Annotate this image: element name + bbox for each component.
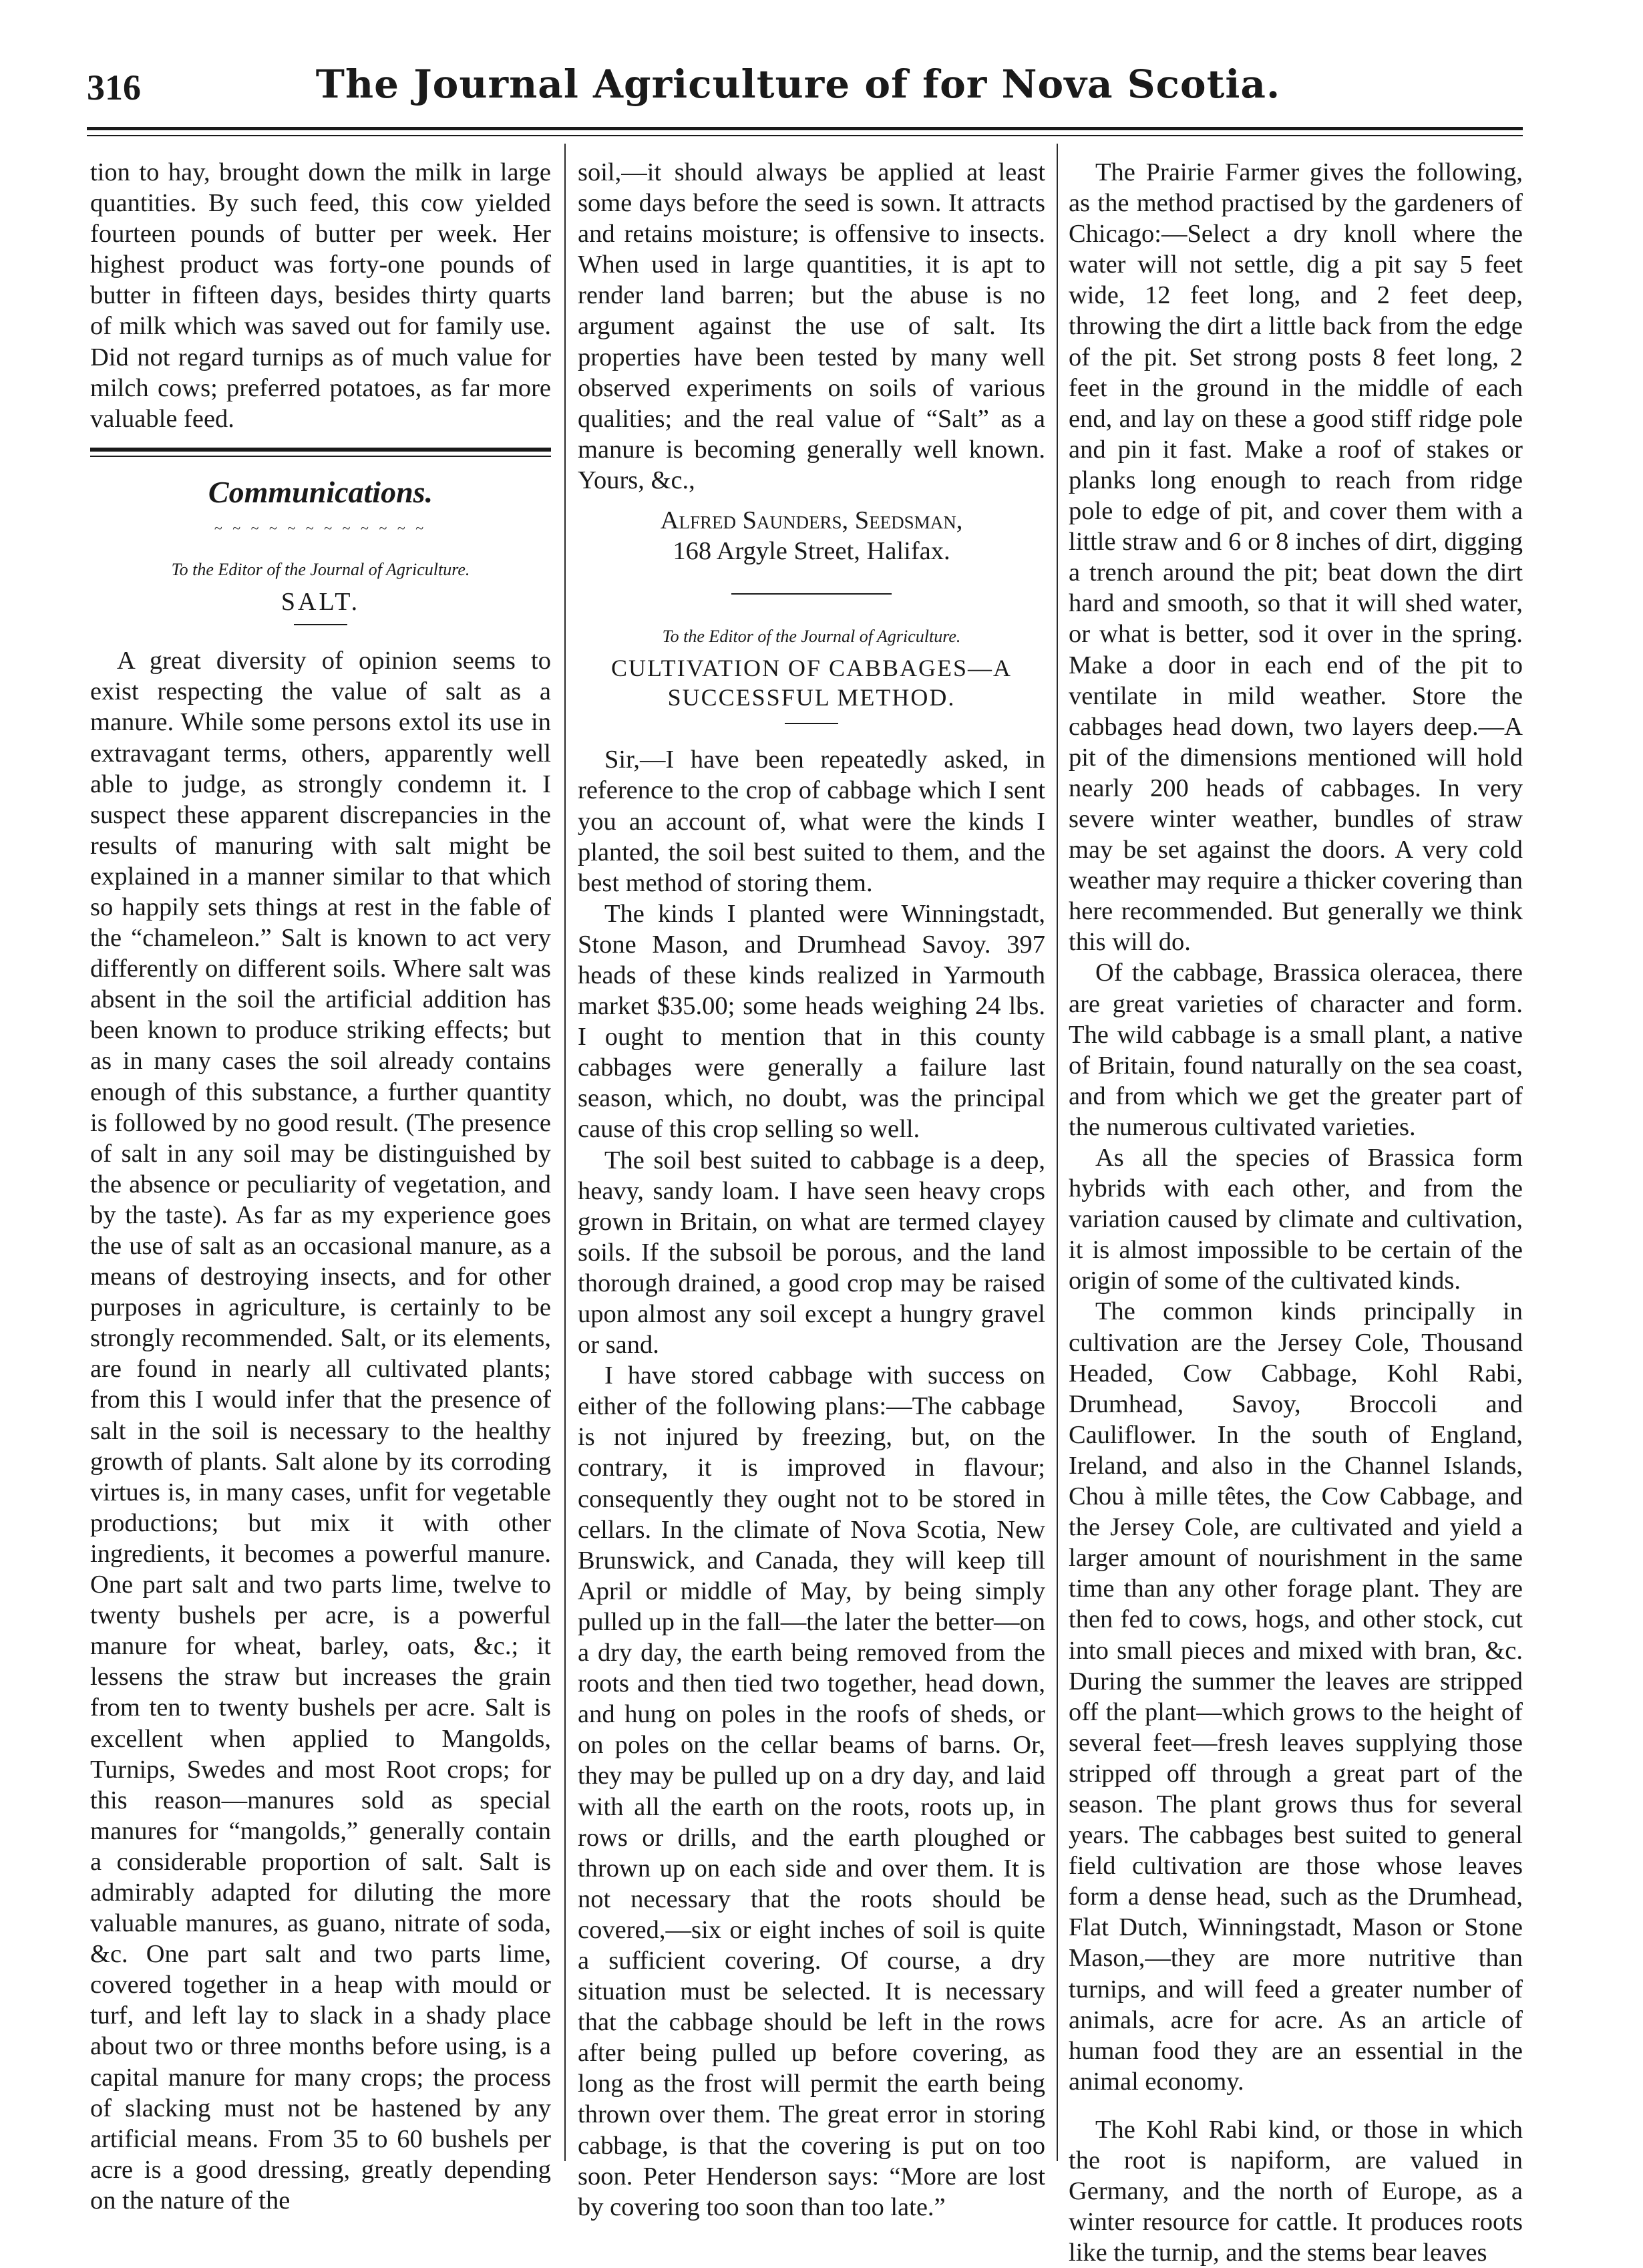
article-continuation: soil,—it should always be applied at least some days before the seed is sown. It attracts and retains moisture; is offensive to insects. When used in large quantities, it is apt to render land barren; but the abuse is no argument against the use of salt. Its properties have been tested by many well observed experiments on soils of various qualities; and the real value of “Salt” as a manure is becoming generally well known. Yours, &c., bbox=[578, 158, 1045, 494]
header-rule-thick bbox=[87, 127, 1523, 130]
page-header bbox=[87, 61, 1509, 122]
paragraph-gap bbox=[1069, 2097, 1523, 2114]
column-2 bbox=[578, 157, 1045, 2223]
article-paragraph: As all the species of Brassica form hybrids with each other, and from the variation caused by climate and cultivation, it is almost impossible to be certain of the origin of some of the cultivated kinds. bbox=[1069, 1144, 1523, 1295]
section-rule bbox=[90, 448, 551, 452]
heading-rule bbox=[294, 624, 347, 625]
address-line: To the Editor of the Journal of Agriculture. bbox=[662, 627, 961, 647]
article-separator bbox=[731, 593, 892, 595]
article-paragraph: The common kinds principally in cultivation are the Jersey Cole, Thousand Headed, Cow Cabbage, Kohl Rabi, Drumhead, Savoy, Broccoli and Cauliflower. In the south of England, Ireland, and also in the Channel Islands, Chou à mille têtes, the Cow Cabbage, and the Jersey Cole, are cultivated and yield a larger amount of nourishment in the same time than any other forage plant. They are then fed to cows, hogs, and other stock, cut into small pieces and mixed with bran, &c. During the summer the leaves are stripped off the plant—which grows to the height of several feet—fresh leaves supplying those stripped off through a great part of the season. The plant grows thus for several years. The cabbages best suited to general field cultivation are those whose leaves form a dense head, such as the Drumhead, Flat Dutch, Winningstadt, Mason or Stone Mason,—they are more nutritive than turnips, and will feed a greater number of animals, acre for acre. As an article of human food they are an essential in the animal economy. bbox=[1069, 1297, 1523, 2096]
article-continuation: tion to hay, brought down the milk in large quantities. By such feed, this cow yielded fourteen pounds of butter per week. Her highest product was forty-one pounds of butter in fifteen days, besides thirty quarts of milk which was saved out for family use. Did not regard turnips as of much value for milch cows; preferred potatoes, as far more valuable feed. bbox=[90, 158, 551, 433]
article-paragraph: The Kohl Rabi kind, or those in which the root is napiform, are valued in Germany, and the north of Europe, as a winter resource for cattle. It produces roots like the turnip, and the stems bear leaves bbox=[1069, 2115, 1523, 2267]
article-paragraph: The soil best suited to cabbage is a deep, heavy, sandy loam. I have seen heavy crops grown in Britain, on what are termed clayey soils. If the subsoil be porous, and the land thorough drained, a good crop may be raised upon almost any soil except a hungry gravel or sand. bbox=[578, 1146, 1045, 1359]
page-number: 316 bbox=[87, 67, 141, 108]
signature-address: 168 Argyle Street, Halifax. bbox=[673, 537, 950, 566]
ornamental-divider: ~ ~ ~ ~ ~ ~ ~ ~ ~ ~ ~ ~ bbox=[214, 519, 427, 536]
article-paragraph: Sir,—I have been repeatedly asked, in reference to the crop of cabbage which I sent you an account of, what were the kinds I planted, the soil best suited to them, and the best method of storing them. bbox=[578, 746, 1045, 897]
article-heading: SALT. bbox=[281, 588, 361, 617]
running-title: The Journal Agriculture of for Nova Scotia. bbox=[315, 61, 1281, 107]
section-rule bbox=[90, 456, 551, 457]
signature-name: Alfred Saunders, Seedsman, bbox=[660, 506, 963, 535]
article-paragraph: A great diversity of opinion seems to exist respecting the value of salt as a manure. While some persons extol its use in extravagant terms, others, apparently well able to judge, as strongly condemn it. I suspect these apparent discrepancies in the results of manuring with salt might be explained in a manner similar to that which so happily sets things at rest in the fable of the “chameleon.” Salt is known to act very differently on different soils. Where salt was absent in the soil the artificial addition has been known to produce striking effects; but as in many cases the soil already contains enough of this substance, a further quantity is followed by no good result. (The presence of salt in any soil may be distinguished by the absence or peculiarity of vegetation, and by the taste). As far as my experience goes the use of salt as an occasional manure, as a means of destroying insects, and for other purposes in agriculture, is certainly to be strongly recommended. Salt, or its elements, are found in nearly all cultivated plants; from this I would infer that the presence of salt in the soil is necessary to the healthy growth of plants. Salt alone by its corroding virtues is, in many cases, unfit for vegetable productions; but mix it with other ingredients, it becomes a powerful manure. One part salt and two parts lime, twelve to twenty bushels per acre, is a powerful manure for wheat, barley, oats, &c.; it lessens the straw but increases the grain from ten to twenty bushels per acre. Salt is excellent when applied to Mangolds, Turnips, Swedes and most Root crops; for this reason—manures sold as special manures for “mangolds,” generally contain a considerable proportion of salt. Salt is admirably adapted for diluting the more valuable manures, as guano, nitrate of soda, &c. One part salt and two parts lime, covered together in a heap with mould or turf, and left lay to slack in a shady place about two or three months before using, is a capital manure for many crops; the process of slacking must not be hastened by any artificial means. From 35 to 60 bushels per acre is a good dressing, greatly depending on the nature of the bbox=[90, 647, 551, 2215]
column-3 bbox=[1069, 157, 1523, 2268]
article-paragraph: The Prairie Farmer gives the following, as the method practised by the gardeners of Chicago:—Select a dry knoll where the water will not settle, dig a pit say 5 feet wide, 12 feet long, and 2 feet deep, throwing the dirt a little back from the edge of the pit. Set strong posts 8 feet long, 2 feet in the ground in the middle of each end, and lay on these a good stiff ridge pole and pin it fast. Make a roof of stakes or planks long enough to reach from ridge pole to edge of pit, and cover them with a little straw and 6 or 8 inches of dirt, digging a trench around the pit; beat down the dirt hard and smooth, so that it will shed water, or what is better, sod it over in the spring. Make a door in each end of the pit to ventilate in mild weather. Store the cabbages head down, two layers deep.—A pit of the dimensions mentioned will hold nearly 200 heads of cabbages. In very severe winter weather, bundles of straw may be set against the doors. A very cold weather may require a thicker covering than here recommended. But generally we think this will do. bbox=[1069, 158, 1523, 957]
column-1 bbox=[90, 157, 551, 2216]
signature-block bbox=[578, 505, 1045, 566]
address-line: To the Editor of the Journal of Agriculture. bbox=[171, 560, 470, 580]
column-divider bbox=[1057, 144, 1058, 2161]
article-paragraph: Of the cabbage, Brassica oleracea, there are great varieties of character and form. The wild cabbage is a small plant, a native of Britain, found naturally on the sea coast, and from which we get the greater part of the numerous cultivated varieties. bbox=[1069, 959, 1523, 1141]
section-title: Communications. bbox=[208, 474, 433, 509]
heading-rule bbox=[785, 723, 838, 724]
article-heading: CULTIVATION OF CABBAGES—A SUCCESSFUL METHOD. bbox=[610, 655, 1013, 711]
header-rule-thin bbox=[87, 135, 1523, 136]
article-paragraph: The kinds I planted were Winningstadt, Stone Mason, and Drumhead Savoy. 397 heads of these kinds realized in Yarmouth market $35.00; some heads weighing 24 lbs. I ought to mention that in this county cabbages were generally a failure last season, which, no doubt, was the principal cause of this crop selling so well. bbox=[578, 899, 1045, 1144]
article-paragraph: I have stored cabbage with success on either of the following plans:—The cabbage is not injured by freezing, but, on the contrary, it is improved in flavour; consequently they ought not to be stored in cellars. In the climate of Nova Scotia, New Brunswick, and Canada, they will keep till April or middle of May, by being simply pulled up in the fall—the later the better—on a dry day, the earth being removed from the roots and then tied two together, head down, and hung on poles in the roofs of sheds, or on poles on the cellar beams of barns. Or, they may be pulled up on a dry day, and laid with all the earth on the roots, roots up, in rows or drills, and the earth ploughed or thrown up on each side and over them. It is not necessary that the roots should be covered,—six or eight inches of soil is quite a sufficient covering. Of course, a dry situation must be selected. It is necessary that the cabbage should be left in the rows after being pulled up before covering, as long as the frost will permit the earth being thrown over them. The great error in storing cabbage, is that the covering is put on too soon. Peter Henderson says: “More are lost by covering too soon than too late.” bbox=[578, 1361, 1045, 2221]
column-divider bbox=[564, 144, 566, 2161]
